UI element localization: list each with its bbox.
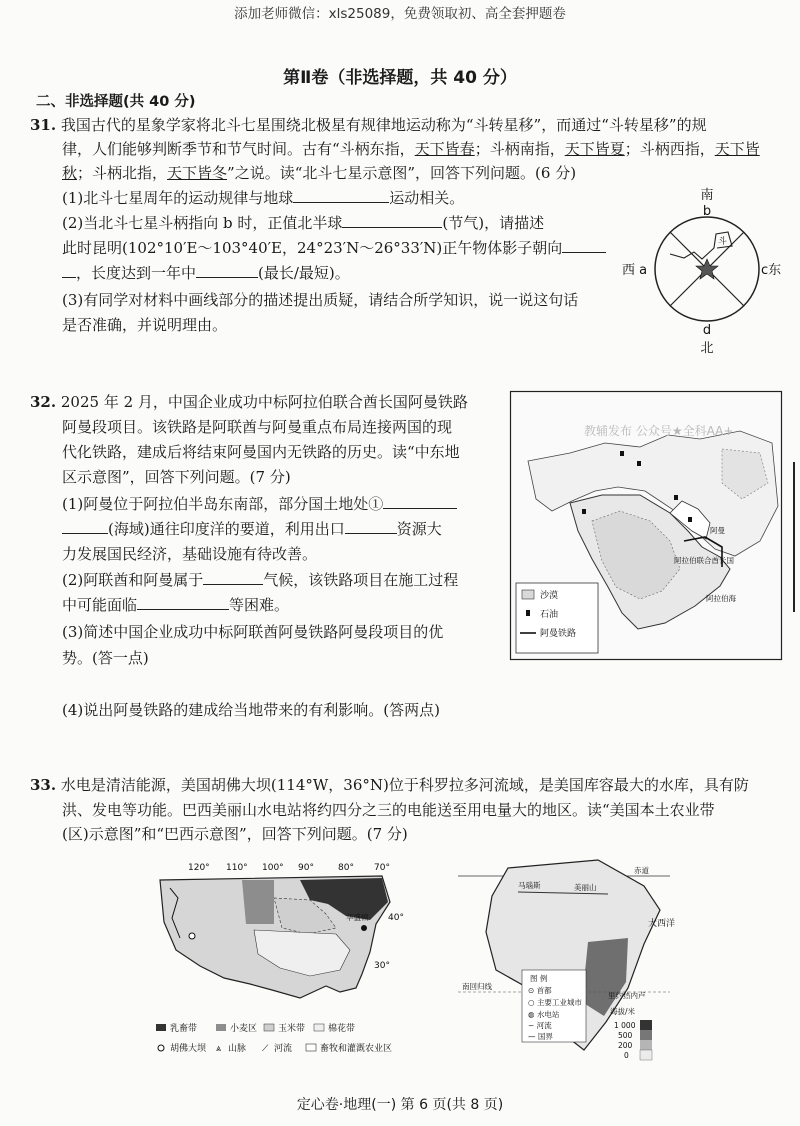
legend-oil: 石油	[540, 610, 559, 620]
legend-wheat: 小麦区	[230, 1024, 258, 1034]
oil-marker	[688, 517, 692, 522]
q32-sub-2-line-2	[62, 593, 289, 617]
legend-oil-swatch	[526, 610, 530, 616]
legend-dam: 胡佛大坝	[170, 1044, 207, 1054]
legend-capital: ⊙ 首都	[528, 986, 552, 995]
header-note: 添加老师微信：xls25089，免费领取初、高全套押题卷	[234, 6, 566, 22]
q32-s2-tail: 气候，该铁路项目在施工过程	[263, 571, 459, 589]
elev-swatch-2	[640, 1030, 652, 1040]
q31-s1-text: (1)北斗七星周年的运动规律与地球	[62, 189, 294, 207]
q32-line-4: 区示意图”，回答下列问题。(7 分)	[62, 468, 291, 486]
legend-industrial-city: ○ 主要工业城市	[528, 998, 582, 1007]
q31-sub-2	[62, 211, 544, 235]
legend-railway: 阿曼铁路	[540, 629, 577, 639]
q32-answer-blank-1b[interactable]	[62, 517, 108, 534]
legend-hydropower: ◍ 水电站	[528, 1010, 560, 1019]
elev-swatch-3	[640, 1040, 652, 1050]
q32-answer-blank-2[interactable]	[345, 517, 397, 534]
q32-line-2: 阿曼段项目。该铁路是阿联酋与阿曼重点布局连接两国的现	[62, 418, 453, 436]
q32-sub-2	[62, 568, 458, 592]
q31-answer-blank-3b[interactable]	[62, 261, 76, 278]
q33-line-2: 洪、发电等功能。巴西美丽山水电站将约四分之三的电能送至用电量大的地区。读“美国本土农业带	[62, 801, 715, 819]
q33-line-1	[30, 773, 749, 797]
volume-title: 第Ⅱ卷（非选择题，共 40 分）	[283, 68, 517, 88]
legend-dairy-swatch	[156, 1024, 166, 1031]
elev-swatch-4	[640, 1050, 652, 1060]
label-atlantic: 大西洋	[648, 919, 676, 929]
q32-sub-1-line-3: 力发展国民经济，基础设施有待改善。	[62, 545, 318, 563]
legend-mountain-icon: ⩓	[216, 1044, 222, 1054]
label-west: 西 a	[622, 263, 648, 278]
q33-text-1: 水电是清洁能源，美国胡佛大坝(114°W，36°N)位于科罗拉多河流域，是美国库容最大的水库，具有防	[60, 776, 749, 794]
map-label-oman: 阿曼	[710, 526, 725, 535]
legend-title: 图 例	[530, 974, 548, 983]
lon-100: 100°	[262, 863, 284, 873]
q31-answer-blank-1[interactable]	[293, 186, 389, 203]
oil-marker	[674, 495, 678, 500]
q32-sub-1	[62, 492, 457, 516]
watermark: 教辅发布 公众号★全科AA+	[584, 424, 734, 438]
q31-answer-blank-3[interactable]	[562, 236, 606, 253]
label-manaus: 马瑙斯	[518, 881, 541, 890]
q31-sub-3-line-2: 是否准确，并说明理由。	[62, 316, 228, 334]
q32-sub-4: (4)说出阿曼铁路的建成给当地带来的有利影响。(答两点)	[62, 701, 440, 719]
label-equator: 赤道	[634, 866, 649, 875]
q31-s2-length: ，长度达到一年中	[76, 264, 197, 282]
elev-1000: 1 000	[614, 1021, 636, 1030]
q32-s2-text: (2)阿联酋和阿曼属于	[62, 571, 204, 589]
q31-underline-autumn-1: 天下皆	[714, 140, 760, 158]
q32-text-1: 2025 年 2 月，中国企业成功中标阿拉伯联合酋长国阿曼铁路	[60, 393, 468, 411]
q32-s2-difficulty: 等困难。	[229, 596, 290, 614]
q31-answer-blank-2[interactable]	[342, 211, 442, 228]
label-south: 南	[700, 188, 714, 203]
label-b: b	[702, 204, 712, 219]
q32-s1-export: (海域)通往印度洋的要道，利用出口	[108, 520, 345, 538]
brazil-map	[458, 852, 676, 1070]
q32-answer-blank-1[interactable]	[383, 492, 457, 509]
label-rio: 里约热内卢	[608, 991, 646, 1000]
legend-mountain: 山脉	[228, 1044, 247, 1054]
q31-s2-tail: (节气)，请描述	[442, 214, 545, 232]
q32-sub-1-line-2	[62, 517, 442, 541]
legend-river-br: ∽ 河流	[528, 1021, 552, 1030]
q31-text-2c: ；斗柄南指，	[474, 140, 565, 158]
q32-s1-text: (1)阿曼位于阿拉伯半岛东南部，部分国土地处①	[62, 495, 384, 513]
legend-cotton-swatch	[314, 1024, 324, 1031]
q31-underline-autumn-2: 秋	[62, 164, 78, 182]
washington-marker	[361, 925, 367, 931]
legend-ranching-swatch	[306, 1044, 316, 1051]
wheat-area	[242, 880, 274, 924]
legend-dairy: 乳畜带	[170, 1024, 198, 1034]
q31-text-2a: 律，人们能够判断季节和节气时间。古有“斗柄东指，	[62, 140, 415, 158]
q31-underline-winter: 天下皆冬	[167, 164, 228, 182]
legend-desert: 沙漠	[540, 591, 559, 601]
elev-swatch-1	[640, 1020, 652, 1030]
elev-500: 500	[618, 1031, 633, 1040]
q31-s2-kunming: 此时昆明(102°10′E～103°40′E，24°23′N～26°33′N)正午物体影子朝向	[62, 239, 563, 257]
q31-underline-spring: 天下皆春	[414, 140, 475, 158]
q32-s1-tail: 资源大	[396, 520, 442, 538]
q33-line-3: (区)示意图”和“巴西示意图”，回答下列问题。(7 分)	[62, 825, 408, 843]
legend-cotton: 棉花带	[328, 1024, 356, 1034]
legend-desert-swatch	[522, 590, 534, 599]
legend-river-icon: ⟋	[262, 1044, 269, 1054]
legend-corn-swatch	[264, 1024, 274, 1031]
lon-90: 90°	[298, 863, 314, 873]
big-dipper-diagram	[618, 182, 798, 358]
legend-dam-icon	[158, 1045, 164, 1051]
elevation-title: 海拔/米	[610, 1007, 636, 1016]
q31-number: 31.	[30, 116, 57, 134]
q32-answer-blank-3[interactable]	[203, 568, 263, 585]
map-label-sea: 阿拉伯海	[706, 594, 736, 603]
q31-s2-text: (2)当北斗七星斗柄指向 b 时，正值北半球	[62, 214, 343, 232]
q32-sub-3: (3)简述中国企业成功中标阿联酋阿曼铁路阿曼段项目的优	[62, 623, 444, 641]
label-d: d	[702, 323, 712, 338]
q31-sub-1	[62, 186, 464, 210]
q32-number: 32.	[30, 393, 57, 411]
page-footer: 定心卷·地理(一) 第 6 页(共 8 页)	[296, 1097, 504, 1113]
page-edge-mark	[793, 462, 795, 612]
q31-text-1: 我国古代的星象学家将北斗七星围绕北极星有规律地运动称为“斗转星移”，而通过“斗转星移”的规	[60, 116, 707, 134]
label-north: 北	[700, 341, 714, 356]
q31-sub-3: (3)有同学对材料中画线部分的描述提出质疑，请结合所学知识，说一说这句话	[62, 291, 579, 309]
dipper-text: 斗	[718, 237, 728, 247]
label-tropic: 南回归线	[462, 982, 492, 991]
lon-70: 70°	[374, 863, 390, 873]
legend-wheat-swatch	[216, 1024, 226, 1031]
lon-80: 80°	[338, 863, 354, 873]
oil-marker	[637, 461, 641, 466]
q32-line-1	[30, 390, 468, 414]
q32-answer-blank-4[interactable]	[137, 593, 229, 610]
q31-text-2e: ；斗柄西指，	[624, 140, 715, 158]
q31-line-2	[62, 137, 760, 161]
q32-line-3: 代化铁路，建成后将结束阿曼国内无铁路的历史。读“中东地	[62, 443, 460, 461]
map-label-uae: 阿拉伯联合酋长国	[674, 556, 734, 565]
label-washington: 华盛顿	[346, 913, 369, 922]
q31-s2-options: (最长/最短)。	[258, 264, 350, 282]
q31-line-1	[30, 113, 707, 137]
q31-underline-summer: 天下皆夏	[564, 140, 625, 158]
q31-text-3d: ”之说。读“北斗七星示意图”，回答下列问题。(6 分)	[227, 164, 577, 182]
oil-marker	[620, 451, 624, 456]
legend-corn: 玉米带	[278, 1024, 306, 1034]
q32-sub-3-line-2: 势。(答一点)	[62, 649, 149, 667]
lon-110: 110°	[226, 863, 248, 873]
usa-agriculture-map	[150, 858, 402, 1068]
q31-line-3	[62, 161, 576, 185]
lat-30: 30°	[374, 961, 390, 971]
section-title: 二、非选择题(共 40 分)	[36, 94, 196, 110]
highlands	[582, 938, 628, 1016]
legend-river: 河流	[274, 1044, 293, 1054]
elev-200: 200	[618, 1041, 633, 1050]
q31-s1-tail: 运动相关。	[389, 189, 465, 207]
q31-answer-blank-4[interactable]	[196, 261, 258, 278]
q33-number: 33.	[30, 776, 57, 794]
label-belo-monte: 美丽山	[574, 883, 597, 892]
lon-120: 120°	[188, 863, 210, 873]
q31-sub-2-line-3	[62, 261, 350, 285]
q31-text-3b: ；斗柄北指，	[77, 164, 168, 182]
oil-marker	[582, 509, 586, 514]
legend-ranching: 畜牧和灌溉农业区	[320, 1044, 393, 1054]
q31-sub-2-line-2	[62, 236, 606, 260]
elev-0: 0	[624, 1051, 629, 1060]
hoover-dam-marker	[189, 933, 195, 939]
lat-40: 40°	[388, 913, 404, 923]
legend-border: — 国界	[528, 1032, 553, 1041]
label-east: c东	[761, 263, 782, 278]
q32-s2-face: 中可能面临	[62, 596, 138, 614]
